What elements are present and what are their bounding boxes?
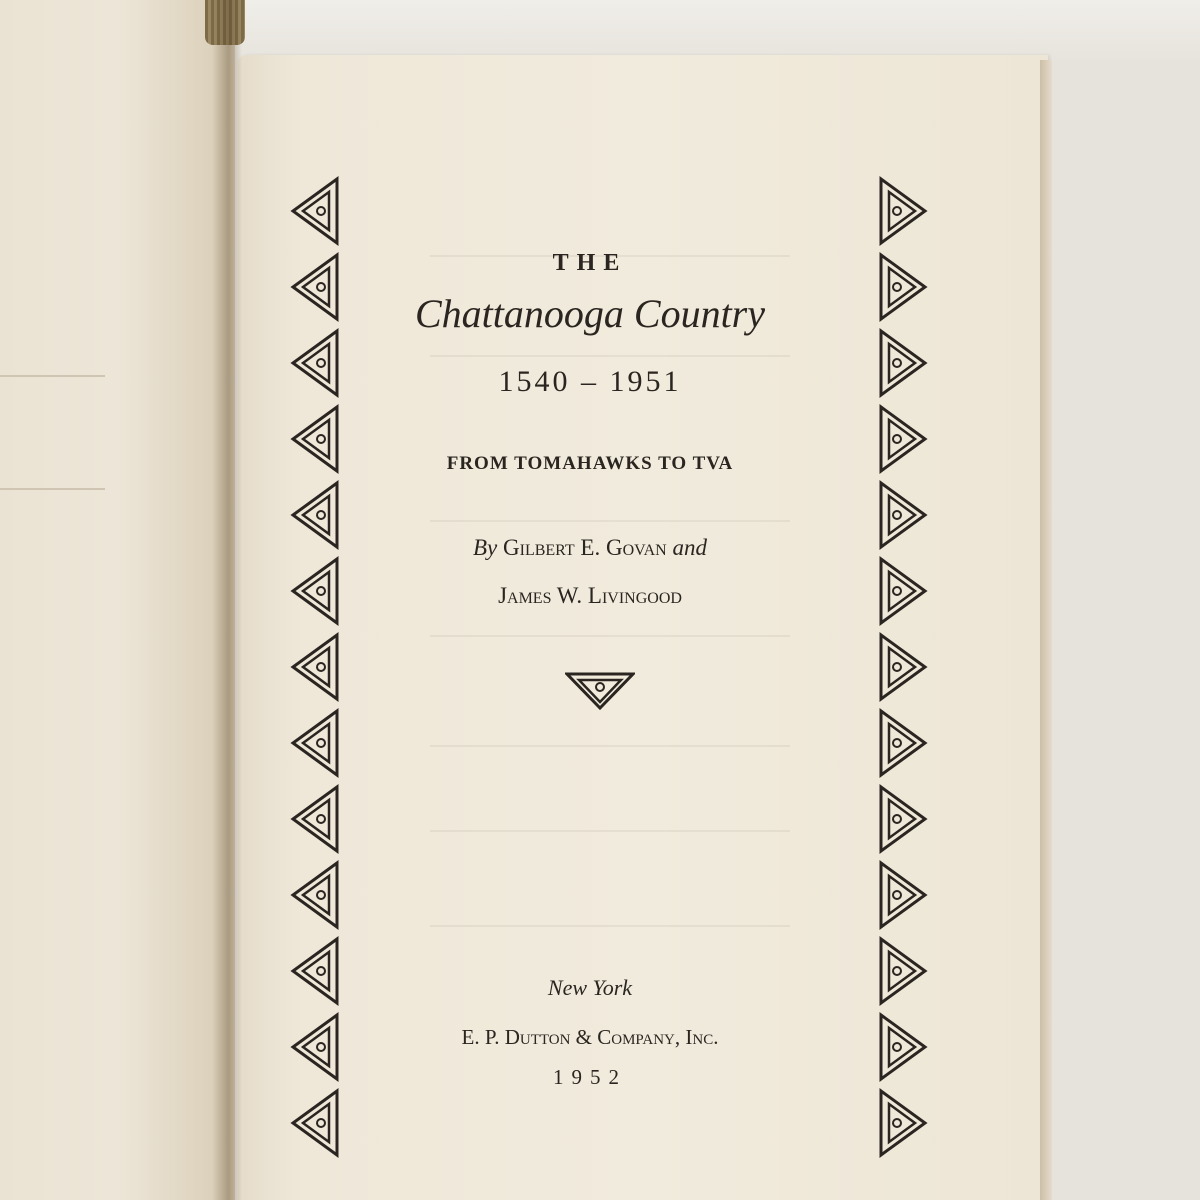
page-edge xyxy=(1040,60,1052,1200)
triangle-eye-icon xyxy=(881,407,925,471)
title-article: THE xyxy=(552,250,628,276)
publisher-city: New York xyxy=(547,975,633,1000)
triangle-eye-icon xyxy=(293,863,337,927)
triangle-eye-icon xyxy=(881,559,925,623)
byline-by: By xyxy=(473,535,498,560)
left-page-rule xyxy=(0,375,105,377)
triangle-eye-icon xyxy=(293,179,337,243)
byline xyxy=(380,535,800,561)
triangle-eye-icon xyxy=(290,175,340,1165)
triangle-eye-icon xyxy=(293,483,337,547)
show-through-line xyxy=(430,635,790,637)
byline-and: and xyxy=(672,535,707,560)
triangle-eye-icon xyxy=(293,1015,337,1079)
publisher-name: E. P. Dutton & Company, Inc. xyxy=(461,1025,719,1049)
book-subtitle: FROM TOMAHAWKS TO TVA xyxy=(446,453,734,474)
show-through-line xyxy=(430,925,790,927)
triangle-eye-icon xyxy=(881,635,925,699)
triangle-eye-icon xyxy=(881,711,925,775)
triangle-eye-icon xyxy=(293,939,337,1003)
triangle-eye-icon xyxy=(878,175,928,1165)
triangle-eye-icon xyxy=(293,1091,337,1155)
triangle-eye-icon xyxy=(881,787,925,851)
triangle-eye-icon xyxy=(293,559,337,623)
triangle-eye-icon xyxy=(293,711,337,775)
left-ornament-border xyxy=(290,175,340,1165)
show-through-line xyxy=(430,830,790,832)
triangle-eye-icon xyxy=(881,1015,925,1079)
triangle-eye-icon xyxy=(293,331,337,395)
inverted-triangle-eye-icon xyxy=(565,672,635,710)
left-page-rule xyxy=(0,488,105,490)
book-title: Chattanooga Country xyxy=(414,291,766,336)
triangle-eye-icon xyxy=(881,179,925,243)
triangle-eye-icon xyxy=(881,1091,925,1155)
spine-shadow xyxy=(212,0,242,1200)
show-through-line xyxy=(430,745,790,747)
date-range: 1540 – 1951 xyxy=(498,365,682,398)
author-1: Gilbert E. Govan xyxy=(503,535,667,560)
triangle-eye-icon xyxy=(881,255,925,319)
triangle-eye-icon xyxy=(293,255,337,319)
triangle-eye-icon xyxy=(881,483,925,547)
show-through-line xyxy=(430,355,790,357)
publication-year: 1952 xyxy=(553,1065,627,1089)
triangle-eye-icon xyxy=(293,635,337,699)
triangle-eye-icon xyxy=(881,939,925,1003)
triangle-eye-icon xyxy=(293,407,337,471)
show-through-line xyxy=(430,520,790,522)
triangle-eye-icon xyxy=(881,863,925,927)
right-ornament-border xyxy=(878,175,928,1165)
triangle-eye-icon xyxy=(293,787,337,851)
author-2: James W. Livingood xyxy=(498,583,682,608)
triangle-eye-icon xyxy=(881,331,925,395)
left-page xyxy=(0,0,235,1200)
